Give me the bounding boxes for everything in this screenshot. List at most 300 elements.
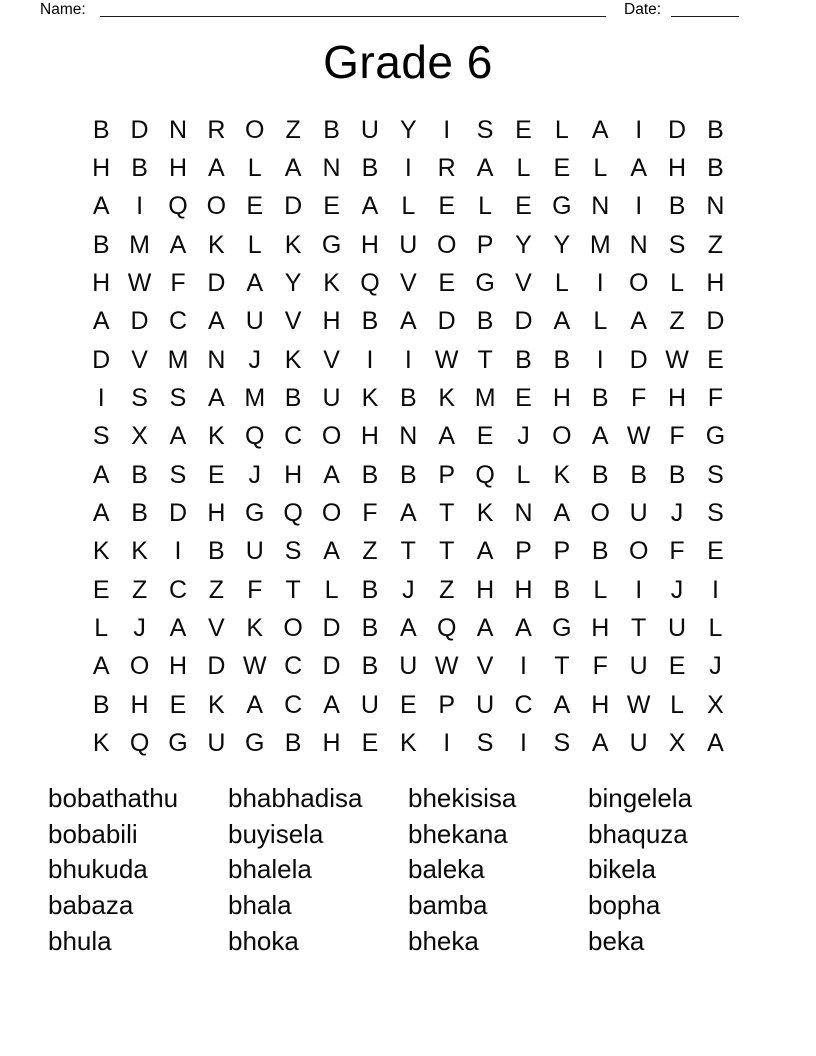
grid-cell-r13-c2: Z [131, 575, 148, 604]
grid-cell-r4-c4: K [208, 230, 225, 259]
grid-cell-r11-c4: H [207, 498, 226, 527]
grid-cell-r13-c1: E [92, 575, 110, 604]
grid-cell-r17-c3: G [168, 728, 188, 757]
grid-cell-r13-c15: I [635, 575, 643, 604]
grid-cell-r9-c13: O [552, 422, 572, 451]
grid-cell-r13-c4: Z [208, 575, 224, 604]
grid-cell-r6-c9: A [399, 307, 417, 336]
grid-cell-r3-c7: E [323, 192, 340, 221]
grid-cell-r12-c10: T [439, 537, 455, 566]
grid-cell-r10-c14: B [591, 460, 609, 489]
grid-cell-r2-c6: A [284, 153, 302, 182]
grid-cell-r11-c8: F [362, 498, 378, 527]
grid-cell-r12-c14: B [591, 537, 609, 566]
word-search-grid [82, 111, 735, 763]
grid-cell-r16-c15: W [626, 690, 651, 719]
grid-cell-r4-c5: L [247, 230, 262, 259]
grid-cell-r9-c9: N [399, 422, 418, 451]
grid-cell-r10-c7: A [323, 460, 340, 489]
grid-cell-r13-c16: J [670, 575, 684, 604]
grid-cell-r7-c3: M [167, 345, 189, 374]
grid-cell-r17-c9: K [399, 728, 417, 757]
grid-cell-r8-c14: B [591, 383, 609, 412]
word-item: baleka [408, 854, 485, 885]
grid-cell-r7-c1: D [92, 345, 111, 374]
grid-cell-r15-c6: C [284, 652, 303, 681]
grid-cell-r2-c13: E [553, 153, 571, 182]
grid-cell-r8-c15: F [631, 383, 647, 412]
grid-cell-r5-c14: I [596, 268, 604, 297]
grid-cell-r16-c7: A [323, 690, 340, 719]
grid-cell-r10-c10: P [438, 460, 456, 489]
grid-cell-r4-c7: G [321, 230, 342, 259]
grid-cell-r15-c2: O [129, 652, 150, 681]
grid-cell-r5-c4: D [207, 268, 226, 297]
grid-cell-r12-c2: K [131, 537, 148, 566]
grid-cell-r5-c3: F [170, 268, 186, 297]
grid-cell-r9-c12: J [517, 422, 530, 451]
grid-cell-r6-c3: C [168, 307, 187, 336]
grid-cell-r10-c5: J [248, 460, 261, 489]
grid-cell-r3-c17: N [706, 192, 725, 221]
grid-cell-r5-c9: V [399, 268, 417, 297]
grid-cell-r15-c10: W [434, 652, 459, 681]
grid-cell-r10-c9: B [399, 460, 417, 489]
grid-cell-r7-c6: K [284, 345, 302, 374]
grid-cell-r11-c7: O [321, 498, 342, 527]
grid-cell-r11-c12: N [514, 498, 533, 527]
grid-cell-r1-c17: B [707, 115, 724, 144]
grid-cell-r7-c15: D [629, 345, 648, 374]
grid-cell-r8-c4: A [208, 383, 225, 412]
grid-cell-r10-c3: S [169, 460, 187, 489]
grid-cell-r13-c7: L [324, 575, 339, 604]
grid-cell-r1-c2: D [130, 115, 149, 144]
grid-cell-r14-c9: A [399, 613, 417, 642]
grid-cell-r3-c15: I [635, 192, 643, 221]
grid-cell-r5-c8: Q [360, 268, 380, 297]
grid-cell-r5-c13: L [554, 268, 569, 297]
grid-cell-r5-c1: H [92, 268, 111, 297]
grid-cell-r7-c14: I [596, 345, 604, 374]
grid-cell-r16-c10: P [438, 690, 456, 719]
grid-cell-r7-c12: B [515, 345, 532, 374]
grid-cell-r13-c3: C [168, 575, 187, 604]
grid-cell-r11-c16: J [670, 498, 684, 527]
grid-cell-r2-c15: A [630, 153, 647, 182]
grid-cell-r2-c3: H [168, 153, 187, 182]
grid-cell-r10-c4: E [208, 460, 225, 489]
grid-cell-r12-c11: A [476, 537, 494, 566]
grid-cell-r6-c12: D [514, 307, 533, 336]
grid-cell-r1-c11: S [476, 115, 494, 144]
date-writing-line [671, 0, 739, 17]
grid-cell-r11-c13: A [553, 498, 571, 527]
grid-cell-r2-c5: L [247, 153, 262, 182]
grid-cell-r13-c17: I [711, 575, 719, 604]
word-item: bamba [408, 890, 488, 921]
grid-cell-r2-c12: L [516, 153, 531, 182]
grid-cell-r12-c5: U [245, 537, 264, 566]
grid-cell-r12-c1: K [92, 537, 110, 566]
date-label: Date: [624, 1, 662, 18]
grid-cell-r3-c11: L [478, 192, 493, 221]
grid-cell-r4-c12: Y [515, 230, 532, 259]
grid-cell-r17-c10: I [443, 728, 451, 757]
grid-cell-r13-c12: H [514, 575, 533, 604]
grid-cell-r14-c12: A [515, 613, 532, 642]
grid-cell-r17-c11: S [476, 728, 494, 757]
grid-cell-r3-c10: E [438, 192, 456, 221]
grid-cell-r10-c6: H [284, 460, 303, 489]
word-item: bhula [48, 925, 112, 956]
grid-cell-r10-c15: B [630, 460, 647, 489]
grid-cell-r3-c9: L [401, 192, 416, 221]
grid-cell-r9-c1: S [92, 422, 110, 451]
grid-cell-r7-c17: E [707, 345, 724, 374]
grid-cell-r3-c12: E [515, 192, 532, 221]
grid-cell-r5-c11: G [475, 268, 495, 297]
grid-cell-r13-c5: F [247, 575, 263, 604]
grid-cell-r2-c9: I [404, 153, 412, 182]
grid-cell-r16-c5: A [246, 690, 264, 719]
grid-cell-r12-c12: P [515, 537, 532, 566]
grid-cell-r15-c15: U [629, 652, 648, 681]
grid-cell-r4-c8: H [360, 230, 379, 259]
grid-cell-r2-c16: H [668, 153, 687, 182]
grid-cell-r3-c5: E [246, 192, 264, 221]
grid-cell-r8-c13: H [552, 383, 571, 412]
grid-cell-r8-c16: H [668, 383, 687, 412]
word-item: bhaquza [588, 818, 688, 849]
grid-cell-r6-c15: A [630, 307, 647, 336]
grid-cell-r16-c11: U [476, 690, 495, 719]
grid-cell-r10-c13: K [553, 460, 571, 489]
grid-cell-r8-c1: I [97, 383, 105, 412]
grid-cell-r14-c15: T [631, 613, 647, 642]
grid-cell-r1-c4: R [207, 115, 226, 144]
word-item: beka [588, 925, 645, 956]
grid-cell-r14-c7: D [322, 613, 341, 642]
grid-cell-r2-c10: R [437, 153, 456, 182]
grid-cell-r1-c7: B [323, 115, 340, 144]
grid-cell-r3-c16: B [668, 192, 686, 221]
word-item: bheka [408, 925, 479, 956]
grid-cell-r17-c16: X [668, 728, 686, 757]
grid-cell-r9-c15: W [626, 422, 651, 451]
word-bank-column-4 [588, 781, 768, 959]
grid-cell-r11-c2: B [131, 498, 148, 527]
grid-cell-r13-c10: Z [439, 575, 455, 604]
grid-cell-r3-c14: N [591, 192, 610, 221]
word-bank [48, 781, 768, 959]
grid-cell-r12-c7: A [323, 537, 340, 566]
grid-cell-r2-c14: L [593, 153, 608, 182]
grid-cell-r15-c3: H [168, 652, 187, 681]
grid-cell-r8-c17: F [707, 383, 724, 412]
grid-cell-r15-c8: B [361, 652, 379, 681]
grid-cell-r14-c10: Q [436, 613, 457, 642]
grid-cell-r1-c10: I [443, 115, 451, 144]
grid-cell-r15-c13: T [554, 652, 570, 681]
grid-cell-r17-c12: I [520, 728, 527, 757]
grid-cell-r1-c6: Z [285, 115, 301, 144]
grid-cell-r7-c10: W [434, 345, 459, 374]
grid-cell-r12-c9: T [400, 537, 416, 566]
word-item: bikela [588, 854, 656, 885]
grid-cell-r15-c1: A [92, 652, 110, 681]
page-title: Grade 6 [323, 36, 493, 88]
grid-cell-r11-c10: T [439, 498, 455, 527]
grid-cell-r9-c14: A [591, 422, 609, 451]
grid-cell-r12-c8: Z [362, 537, 378, 566]
grid-cell-r11-c11: K [476, 498, 494, 527]
grid-cell-r1-c5: O [245, 115, 265, 144]
grid-cell-r6-c17: D [706, 307, 725, 336]
grid-cell-r9-c7: O [321, 422, 342, 451]
grid-cell-r14-c11: A [476, 613, 494, 642]
word-item: buyisela [228, 818, 324, 849]
grid-cell-r17-c7: H [322, 728, 341, 757]
grid-cell-r16-c13: A [553, 690, 571, 719]
grid-cell-r6-c4: A [208, 307, 225, 336]
grid-cell-r8-c5: M [244, 383, 266, 412]
grid-cell-r15-c14: F [592, 652, 608, 681]
grid-cell-r14-c17: L [708, 613, 723, 642]
grid-cell-r14-c6: O [283, 613, 303, 642]
grid-cell-r9-c17: G [705, 422, 726, 451]
grid-cell-r7-c7: V [323, 345, 340, 374]
word-item: bopha [588, 890, 661, 921]
grid-cell-r6-c6: V [284, 307, 302, 336]
word-bank-column-1 [48, 781, 228, 959]
grid-cell-r16-c3: E [169, 690, 187, 719]
grid-cell-r4-c9: U [399, 230, 418, 259]
grid-cell-r5-c6: Y [284, 268, 302, 297]
grid-cell-r14-c3: A [169, 613, 187, 642]
grid-cell-r1-c13: L [554, 115, 569, 144]
grid-cell-r8-c9: B [399, 383, 417, 412]
grid-cell-r3-c1: A [92, 192, 110, 221]
word-item: bobathathu [48, 783, 179, 813]
grid-cell-r2-c1: H [92, 153, 111, 182]
grid-cell-r5-c10: E [438, 268, 456, 297]
grid-cell-r17-c1: K [92, 728, 110, 757]
grid-cell-r4-c17: Z [707, 230, 724, 259]
grid-cell-r16-c2: H [130, 690, 149, 719]
grid-cell-r9-c3: A [169, 422, 187, 451]
grid-cell-r15-c9: U [399, 652, 418, 681]
grid-cell-r13-c13: B [553, 575, 571, 604]
grid-cell-r11-c17: S [707, 498, 724, 527]
grid-cell-r1-c16: D [668, 115, 687, 144]
word-item: bhala [228, 890, 292, 921]
grid-cell-r4-c13: Y [553, 230, 571, 259]
word-bank-column-2 [228, 781, 408, 959]
grid-cell-r11-c5: G [245, 498, 265, 527]
grid-cell-r15-c11: V [476, 652, 494, 681]
grid-cell-r9-c8: H [360, 422, 379, 451]
grid-cell-r11-c6: Q [283, 498, 303, 527]
grid-cell-r16-c8: U [360, 690, 379, 719]
grid-cell-r10-c1: A [92, 460, 110, 489]
word-item: bhekana [408, 818, 508, 849]
grid-cell-r13-c11: H [476, 575, 495, 604]
grid-cell-r15-c5: W [242, 652, 267, 681]
grid-cell-r8-c12: E [515, 383, 532, 412]
grid-cell-r10-c12: L [516, 460, 531, 489]
grid-cell-r7-c2: V [131, 345, 148, 374]
grid-cell-r2-c17: B [707, 153, 724, 182]
grid-cell-r9-c5: Q [245, 422, 265, 451]
grid-cell-r2-c8: B [361, 153, 379, 182]
grid-cell-r4-c3: A [169, 230, 187, 259]
grid-cell-r7-c4: N [207, 345, 226, 374]
grid-cell-r14-c8: B [361, 613, 379, 642]
grid-cell-r14-c16: U [668, 613, 687, 642]
word-item: bhekisisa [408, 783, 517, 813]
grid-cell-r5-c5: A [246, 268, 264, 297]
grid-cell-r5-c7: K [323, 268, 340, 297]
grid-cell-r13-c6: T [285, 575, 301, 604]
grid-cell-r6-c14: L [593, 307, 608, 336]
grid-cell-r10-c16: B [668, 460, 686, 489]
grid-cell-r5-c16: L [670, 268, 684, 297]
grid-cell-r6-c1: A [92, 307, 110, 336]
grid-cell-r17-c6: B [284, 728, 302, 757]
name-writing-line [100, 0, 606, 17]
grid-cell-r11-c14: O [590, 498, 610, 527]
grid-cell-r4-c1: B [92, 230, 110, 259]
grid-cell-r7-c13: B [553, 345, 571, 374]
grid-cell-r4-c15: N [629, 230, 648, 259]
grid-cell-r6-c8: B [361, 307, 379, 336]
word-item: bhoka [228, 925, 299, 956]
grid-cell-r17-c4: U [207, 728, 226, 757]
grid-cell-r17-c15: U [629, 728, 648, 757]
word-bank-column-3 [408, 781, 588, 959]
grid-cell-r5-c2: W [127, 268, 152, 297]
grid-cell-r3-c3: Q [168, 192, 188, 221]
grid-cell-r16-c4: K [208, 690, 225, 719]
grid-cell-r3-c4: O [206, 192, 227, 221]
grid-cell-r1-c14: A [591, 115, 609, 144]
grid-cell-r16-c17: X [707, 690, 724, 719]
grid-cell-r12-c16: F [669, 537, 685, 566]
grid-cell-r12-c17: E [707, 537, 724, 566]
grid-cell-r11-c1: A [92, 498, 110, 527]
grid-cell-r5-c15: O [628, 268, 649, 297]
grid-cell-r6-c2: D [130, 307, 149, 336]
grid-cell-r16-c16: L [670, 690, 684, 719]
grid-cell-r6-c11: B [476, 307, 494, 336]
grid-cell-r3-c2: I [136, 192, 144, 221]
grid-cell-r1-c8: U [360, 115, 379, 144]
grid-cell-r14-c13: G [552, 613, 572, 642]
word-item: bhalela [228, 854, 312, 885]
grid-cell-r15-c12: I [520, 652, 527, 681]
grid-cell-r9-c10: A [438, 422, 456, 451]
grid-cell-r5-c12: V [515, 268, 532, 297]
grid-cell-r6-c16: Z [669, 307, 685, 336]
grid-cell-r2-c2: B [131, 153, 148, 182]
grid-cell-r10-c11: Q [475, 460, 495, 489]
word-item: babaza [48, 890, 134, 921]
grid-cell-r8-c2: S [131, 383, 148, 412]
grid-cell-r8-c11: M [474, 383, 496, 412]
grid-cell-r16-c6: C [284, 690, 303, 719]
grid-cell-r12-c6: S [284, 537, 302, 566]
grid-cell-r11-c3: D [168, 498, 187, 527]
grid-cell-r1-c15: I [635, 115, 643, 144]
grid-cell-r5-c17: H [706, 268, 725, 297]
grid-cell-r13-c9: J [402, 575, 415, 604]
grid-cell-r1-c12: E [515, 115, 532, 144]
grid-cell-r16-c9: E [399, 690, 417, 719]
grid-cell-r3-c8: A [361, 192, 379, 221]
grid-cell-r7-c16: W [665, 345, 689, 374]
grid-cell-r7-c9: I [404, 345, 412, 374]
grid-cell-r12-c13: P [553, 537, 571, 566]
grid-cell-r3-c13: G [552, 192, 572, 221]
grid-cell-r12-c15: O [628, 537, 649, 566]
grid-cell-r10-c8: B [361, 460, 379, 489]
grid-cell-r9-c11: E [476, 422, 494, 451]
grid-cell-r17-c2: Q [129, 728, 150, 757]
grid-cell-r1-c1: B [92, 115, 110, 144]
grid-cell-r11-c9: A [399, 498, 417, 527]
grid-cell-r8-c10: K [438, 383, 456, 412]
grid-cell-r17-c17: A [707, 728, 724, 757]
grid-cell-r16-c14: H [591, 690, 610, 719]
grid-cell-r10-c2: B [131, 460, 148, 489]
grid-cell-r2-c7: N [322, 153, 341, 182]
grid-cell-r4-c16: S [668, 230, 686, 259]
grid-cell-r15-c17: J [709, 652, 722, 681]
grid-cell-r11-c15: U [629, 498, 648, 527]
grid-cell-r6-c13: A [553, 307, 571, 336]
grid-cell-r17-c13: S [553, 728, 571, 757]
grid-cell-r14-c14: H [591, 613, 610, 642]
grid-cell-r7-c8: I [366, 345, 374, 374]
word-item: bobabili [48, 818, 138, 849]
grid-cell-r15-c7: D [322, 652, 341, 681]
word-item: bhabhadisa [228, 783, 363, 813]
grid-cell-r4-c2: M [129, 230, 150, 259]
grid-cell-r1-c3: N [168, 115, 187, 144]
grid-cell-r14-c5: K [246, 613, 264, 642]
grid-cell-r4-c11: P [476, 230, 494, 259]
name-label: Name: [40, 1, 86, 18]
grid-cell-r3-c6: D [284, 192, 303, 221]
grid-cell-r9-c6: C [284, 422, 303, 451]
grid-cell-r7-c5: J [248, 345, 261, 374]
grid-cell-r2-c11: A [476, 153, 494, 182]
grid-cell-r13-c8: B [361, 575, 379, 604]
word-item: bhukuda [48, 854, 148, 885]
grid-cell-r4-c10: O [436, 230, 457, 259]
grid-cell-r12-c3: I [174, 537, 182, 566]
grid-cell-r8-c3: S [169, 383, 187, 412]
grid-cell-r14-c1: L [94, 613, 109, 642]
grid-cell-r4-c6: K [284, 230, 302, 259]
grid-cell-r7-c11: T [477, 345, 493, 374]
grid-cell-r9-c2: X [131, 422, 148, 451]
grid-cell-r4-c14: M [589, 230, 611, 259]
grid-cell-r6-c10: D [437, 307, 456, 336]
grid-cell-r8-c7: U [322, 383, 341, 412]
grid-cell-r16-c1: B [92, 690, 110, 719]
